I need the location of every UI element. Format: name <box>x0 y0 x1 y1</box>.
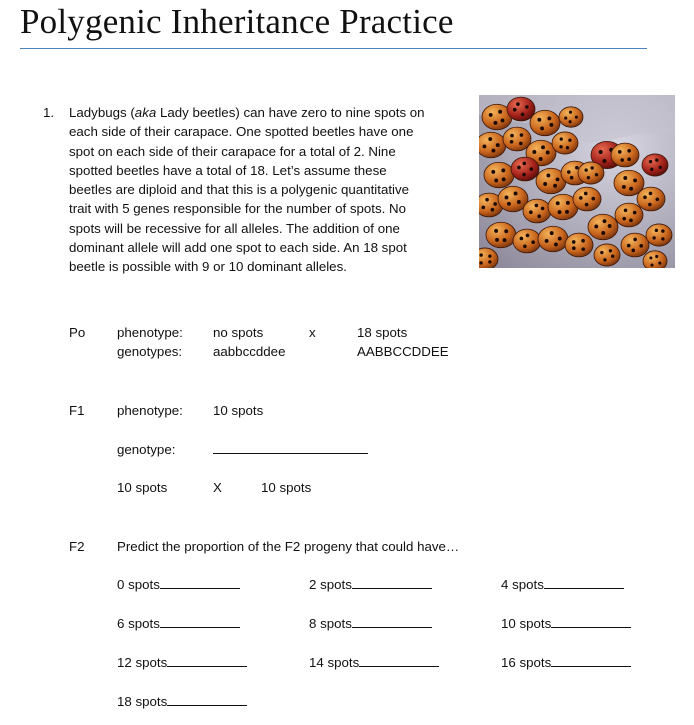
ladybug-spot <box>569 120 572 123</box>
ladybug-spot <box>496 143 500 147</box>
ladybug-spot <box>587 176 590 179</box>
f2-answer-label: 10 spots <box>501 616 552 631</box>
ladybug-spot <box>566 146 569 149</box>
f1-genotype-label: genotype: <box>117 442 176 457</box>
ladybug-spot <box>575 116 578 119</box>
ladybug-spot <box>488 254 491 257</box>
ladybug-spot <box>503 238 507 242</box>
ladybug-spot <box>569 111 572 114</box>
ladybug-spot <box>568 139 571 142</box>
ladybug-spot <box>514 191 518 195</box>
ladybug-spot <box>558 237 562 241</box>
ladybug-shape <box>643 251 667 268</box>
ladybug-spot <box>624 208 628 212</box>
ladybug-spot <box>521 113 525 117</box>
p0-cross-symbol: x <box>309 325 316 340</box>
question-line-5: beetles are diploid and that this is a polygenic quantitative <box>69 182 410 198</box>
ladybug-cluster-image <box>479 95 675 268</box>
f2-answer-label: 4 spots <box>501 577 544 592</box>
p0-genotype-1: aabbccddee <box>213 344 286 359</box>
p0-label: Po <box>69 325 86 340</box>
ladybug-spot <box>649 192 653 196</box>
ladybug-spot <box>608 224 612 228</box>
ladybug-spot <box>581 247 585 251</box>
ladybug-spot <box>655 229 658 232</box>
ladybug-spot <box>540 126 544 130</box>
ladybug-spot <box>652 236 655 239</box>
ladybug-spot <box>556 177 560 181</box>
ladybug-shape <box>484 162 514 188</box>
ladybug-spot <box>537 118 541 122</box>
ladybug-spot <box>623 176 627 180</box>
ladybug-spot <box>541 145 545 149</box>
ladybug-spot <box>650 263 653 266</box>
ladybug-spot <box>633 238 637 242</box>
p0-phenotype-1: no spots <box>213 325 264 340</box>
ladybug-spot <box>493 202 497 206</box>
ladybug-spot <box>572 246 576 250</box>
f2-answer-14-spots[interactable] <box>309 653 439 672</box>
ladybug-shape <box>486 222 516 248</box>
ladybug-spot <box>546 174 550 178</box>
ladybug-spot <box>507 202 511 206</box>
f2-answer-label: 2 spots <box>309 577 352 592</box>
f2-answer-label: 18 spots <box>117 694 168 709</box>
ladybug-spot <box>479 253 482 256</box>
ladybug-spot <box>517 200 521 204</box>
f1-phenotype-value: 10 spots <box>213 403 264 418</box>
ladybug-spot <box>513 108 517 112</box>
ladybug-spot <box>494 121 498 125</box>
ladybug-spot <box>661 237 664 240</box>
ladybug-spot <box>611 255 614 258</box>
ladybug-spot <box>570 176 574 180</box>
ladybug-shape <box>611 143 639 167</box>
ladybug-spot <box>554 242 558 246</box>
ladybug-spot <box>498 110 502 114</box>
f1-cross-right: 10 spots <box>261 480 312 495</box>
ladybug-spot <box>600 251 603 254</box>
f2-answer-18-spots[interactable] <box>117 692 247 711</box>
ladybug-spot <box>516 102 520 106</box>
ladybug-spot <box>537 214 541 218</box>
f2-answer-label: 14 spots <box>309 655 360 670</box>
f1-cross-left: 10 spots <box>117 480 168 495</box>
ladybug-spot <box>520 237 524 241</box>
ladybug-spot <box>629 187 633 191</box>
ladybug-spot <box>510 140 514 144</box>
ladybug-spot <box>525 105 529 109</box>
ladybug-spot <box>553 184 557 188</box>
ladybug-spot <box>489 113 493 117</box>
ladybug-spot <box>550 231 554 235</box>
ladybug-spot <box>491 149 495 153</box>
ladybug-shape <box>538 226 568 252</box>
ladybug-shape <box>507 97 535 121</box>
ladybug-spot <box>535 204 539 208</box>
ladybug-shape <box>565 233 593 257</box>
ladybug-spot <box>658 262 661 265</box>
question-line-2: each side of their carapace. One spotted beetles have one <box>69 124 414 140</box>
ladybug-spot <box>494 179 498 183</box>
f2-answer-10-spots[interactable] <box>501 614 631 633</box>
p0-genotypes-label: genotypes: <box>117 344 183 359</box>
f2-answer-label: 0 spots <box>117 577 160 592</box>
question-line-3: spot on each side of their carapace for a total of 2. Nine <box>69 143 396 159</box>
ladybug-spot <box>520 133 524 137</box>
ladybug-spot <box>579 196 583 200</box>
ladybug-spot <box>560 137 563 140</box>
ladybug-shape <box>594 244 620 266</box>
ladybug-spot <box>620 158 624 162</box>
ladybug-shape <box>637 187 665 211</box>
ladybug-spot <box>564 117 567 120</box>
ladybug-spot <box>567 170 571 174</box>
ladybug-spot <box>479 261 482 264</box>
ladybug-spot <box>505 196 509 200</box>
ladybug-spot <box>485 198 489 202</box>
ladybug-shape <box>552 132 578 154</box>
f1-cross-symbol: X <box>213 480 222 495</box>
p0-phenotype-label: phenotype: <box>117 325 183 340</box>
ladybug-shape <box>559 107 583 127</box>
ladybug-spot <box>602 159 606 163</box>
ladybug-spot <box>529 167 533 171</box>
f1-label: F1 <box>69 403 85 418</box>
ladybug-spot <box>575 166 579 170</box>
ladybug-spot <box>531 240 535 244</box>
ladybug-spot <box>584 168 587 171</box>
ladybug-spot <box>488 260 491 263</box>
ladybug-spot <box>517 166 521 170</box>
f2-prompt: Predict the proportion of the F2 progeny that could have… <box>117 539 460 554</box>
ladybug-spot <box>649 160 652 163</box>
ladybug-spot <box>622 217 626 221</box>
ladybug-shape <box>511 157 539 181</box>
ladybug-spot <box>547 116 551 120</box>
ladybug-spot <box>491 170 495 174</box>
ladybug-shape <box>642 154 668 176</box>
ladybug-spot <box>643 195 647 199</box>
ladybug-spot <box>523 244 527 248</box>
ladybug-spot <box>558 210 562 214</box>
title-divider <box>20 48 647 49</box>
f2-answer-label: 16 spots <box>501 655 552 670</box>
ladybug-spot <box>494 229 498 233</box>
ladybug-spot <box>566 201 570 205</box>
question-text <box>69 103 471 277</box>
ladybug-shape <box>479 132 506 158</box>
ladybug-spot <box>572 240 576 244</box>
ladybug-shape <box>503 127 531 151</box>
ladybug-spot <box>545 239 549 243</box>
f2-answer-label: 8 spots <box>309 616 352 631</box>
question-line-7: spots will be recessive for all alleles. The addition of one <box>69 220 400 236</box>
ladybug-spot <box>526 234 530 238</box>
ladybug-spot <box>581 239 585 243</box>
p0-genotype-2: AABBCCDDEE <box>357 344 449 359</box>
ladybug-spot <box>659 166 662 169</box>
f2-answer-label: 12 spots <box>117 655 168 670</box>
ladybug-spot <box>603 258 606 261</box>
question-line-1: Ladybugs (aka Lady beetles) can have zero to nine spots on <box>69 105 425 120</box>
ladybug-spot <box>594 224 598 228</box>
ladybug-spot <box>639 244 643 248</box>
f1-genotype-blank[interactable] <box>213 440 368 459</box>
ladybug-spot <box>556 201 560 205</box>
ladybug-shape <box>621 233 649 257</box>
ladybug-spot <box>532 150 536 154</box>
ladybug-photo <box>479 95 675 268</box>
f2-answer-4-spots[interactable] <box>501 575 624 594</box>
ladybug-spot <box>590 166 593 169</box>
ladybug-spot <box>495 238 499 242</box>
ladybug-spot <box>504 229 508 233</box>
ladybug-spot <box>502 177 506 181</box>
ladybug-shape <box>573 187 601 211</box>
ladybug-spot <box>519 142 523 146</box>
ladybug-spot <box>529 210 533 214</box>
ladybug-spot <box>650 168 653 171</box>
ladybug-spot <box>522 162 526 166</box>
ladybug-spot <box>539 157 543 161</box>
ladybug-spot <box>631 249 635 253</box>
ladybug-spot <box>491 208 495 212</box>
ladybug-spot <box>627 244 631 248</box>
ladybug-shape <box>530 110 560 136</box>
ladybug-spot <box>661 229 664 232</box>
ladybug-spot <box>481 206 485 210</box>
ladybug-spot <box>627 149 631 153</box>
ladybug-spot <box>541 207 545 211</box>
ladybug-spot <box>629 218 633 222</box>
f2-answer-0-spots[interactable] <box>117 575 240 594</box>
ladybug-spot <box>591 197 595 201</box>
ladybug-spot <box>584 192 588 196</box>
ladybug-spot <box>482 144 486 148</box>
ladybug-spot <box>585 203 589 207</box>
ladybug-spot <box>488 137 492 141</box>
question-line-9: beetle is possible with 9 or 10 dominant alleles. <box>69 259 347 275</box>
ladybug-spot <box>565 210 569 214</box>
ladybug-spot <box>648 203 652 207</box>
ladybug-spot <box>549 123 553 127</box>
ladybug-spot <box>633 211 637 215</box>
ladybug-shape <box>615 203 643 227</box>
ladybug-spot <box>603 219 607 223</box>
question-line-6: trait with 5 genes responsible for the number of spots. No <box>69 201 407 217</box>
ladybug-spot <box>501 168 505 172</box>
ladybug-spot <box>655 255 658 258</box>
ladybug-spot <box>546 151 550 155</box>
page-title: Polygenic Inheritance Practice <box>20 2 454 41</box>
ladybug-shape <box>578 162 604 184</box>
ladybug-shape <box>588 214 618 240</box>
ladybug-shape <box>523 199 551 223</box>
ladybug-spot <box>649 256 652 259</box>
italic-aka: aka <box>134 105 157 120</box>
f2-label: F2 <box>69 539 85 554</box>
ladybug-spot <box>543 182 547 186</box>
ladybug-spot <box>655 197 659 201</box>
ladybug-spot <box>510 134 514 138</box>
f2-answer-16-spots[interactable] <box>501 653 631 672</box>
ladybug-spot <box>559 145 562 148</box>
ladybug-spot <box>599 150 603 154</box>
f2-answer-12-spots[interactable] <box>117 653 247 672</box>
question-line-8: dominant allele will add one spot to each side. An 18 spot <box>69 240 407 256</box>
ladybug-spot <box>595 173 598 176</box>
ladybug-spot <box>633 178 637 182</box>
f2-answer-2-spots[interactable] <box>309 575 432 594</box>
ladybug-shape <box>513 229 541 253</box>
ladybug-spot <box>601 231 605 235</box>
question-line-4: spotted beetles have a total of 18. Let’s assume these <box>69 162 387 178</box>
ladybug-spot <box>609 249 612 252</box>
p0-phenotype-2: 18 spots <box>357 325 408 340</box>
ladybug-spot <box>618 150 622 154</box>
ladybug-spot <box>522 173 526 177</box>
f1-phenotype-label: phenotype: <box>117 403 183 418</box>
f2-answer-6-spots[interactable] <box>117 614 240 633</box>
ladybug-shape <box>646 224 672 246</box>
f2-answer-label: 6 spots <box>117 616 160 631</box>
question-number: 1. <box>43 105 55 120</box>
ladybug-spot <box>655 158 658 161</box>
ladybug-spot <box>501 119 505 123</box>
ladybug-spot <box>622 185 626 189</box>
f2-answer-8-spots[interactable] <box>309 614 432 633</box>
ladybug-spot <box>627 157 631 161</box>
